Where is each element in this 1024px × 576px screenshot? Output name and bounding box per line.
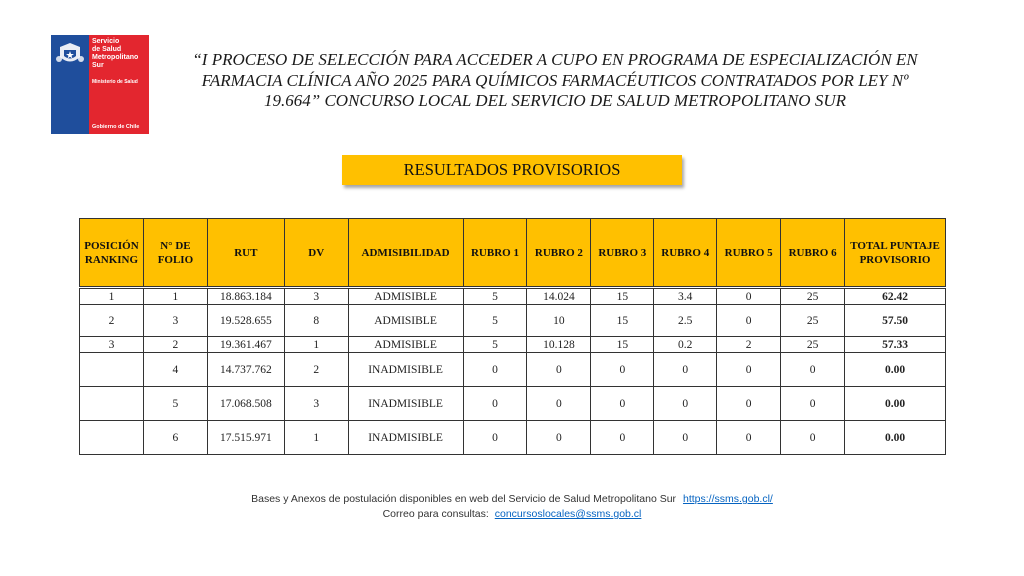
cell-rubro-3: 0 xyxy=(591,387,654,421)
cell-dv: 8 xyxy=(284,305,348,337)
cell-dv: 3 xyxy=(284,387,348,421)
cell-rubro-6: 0 xyxy=(781,387,845,421)
cell-rubro-2: 10 xyxy=(527,305,591,337)
header-position: POSICIÓN RANKING xyxy=(80,219,144,287)
cell-admisibilidad: INADMISIBLE xyxy=(348,421,463,455)
header-rubro-5: RUBRO 5 xyxy=(717,219,781,287)
cell-admisibilidad: ADMISIBLE xyxy=(348,337,463,353)
chile-coat-of-arms-icon xyxy=(54,39,86,69)
header-rubro-1: RUBRO 1 xyxy=(463,219,527,287)
cell-dv: 1 xyxy=(284,337,348,353)
cell-rubro-4: 2.5 xyxy=(654,305,717,337)
table-header-row xyxy=(80,219,946,287)
footer-line-1 xyxy=(130,492,894,507)
cell-position: 3 xyxy=(80,337,144,353)
cell-rubro-2: 0 xyxy=(527,387,591,421)
cell-rubro-3: 0 xyxy=(591,353,654,387)
cell-position xyxy=(80,353,144,387)
header-rubro-6: RUBRO 6 xyxy=(781,219,845,287)
cell-rubro-2: 10.128 xyxy=(527,337,591,353)
cell-position: 1 xyxy=(80,289,144,305)
cell-rubro-2: 0 xyxy=(527,353,591,387)
ssms-website-link[interactable]: https://ssms.gob.cl/ xyxy=(682,493,773,505)
table-row xyxy=(80,421,946,455)
cell-rubro-5: 0 xyxy=(717,387,781,421)
cell-rubro-3: 15 xyxy=(591,305,654,337)
cell-rubro-1: 5 xyxy=(463,305,527,337)
ssms-logo xyxy=(51,35,149,134)
header-total: TOTAL PUNTAJE PROVISORIO xyxy=(845,219,946,287)
cell-folio: 3 xyxy=(143,305,207,337)
cell-rubro-4: 0 xyxy=(654,421,717,455)
cell-total: 0.00 xyxy=(845,421,946,455)
logo-ministry: Ministerio de Salud xyxy=(92,79,138,85)
table-row xyxy=(80,353,946,387)
footer-line-2 xyxy=(130,507,894,522)
header-folio: N° DE FOLIO xyxy=(143,219,207,287)
cell-rut: 17.068.508 xyxy=(207,387,284,421)
cell-rubro-6: 25 xyxy=(781,337,845,353)
cell-rubro-6: 25 xyxy=(781,305,845,337)
footer-bases-text: Bases y Anexos de postulación disponibles en web del Servicio de Salud Metropolitano Sur xyxy=(251,493,677,505)
cell-position xyxy=(80,387,144,421)
cell-admisibilidad: ADMISIBLE xyxy=(348,289,463,305)
cell-rubro-3: 15 xyxy=(591,289,654,305)
cell-folio: 2 xyxy=(143,337,207,353)
cell-rubro-2: 14.024 xyxy=(527,289,591,305)
table-row xyxy=(80,289,946,305)
cell-dv: 3 xyxy=(284,289,348,305)
cell-rubro-5: 0 xyxy=(717,421,781,455)
cell-rut: 17.515.971 xyxy=(207,421,284,455)
cell-total: 57.50 xyxy=(845,305,946,337)
table-row xyxy=(80,337,946,353)
cell-rubro-4: 0 xyxy=(654,353,717,387)
cell-total: 62.42 xyxy=(845,289,946,305)
cell-rubro-6: 0 xyxy=(781,353,845,387)
footer xyxy=(130,492,894,522)
cell-rubro-1: 0 xyxy=(463,421,527,455)
cell-rubro-3: 0 xyxy=(591,421,654,455)
cell-rubro-2: 0 xyxy=(527,421,591,455)
logo-red-band xyxy=(89,35,149,134)
cell-admisibilidad: INADMISIBLE xyxy=(348,353,463,387)
cell-rubro-4: 0 xyxy=(654,387,717,421)
cell-rubro-5: 2 xyxy=(717,337,781,353)
cell-rubro-5: 0 xyxy=(717,353,781,387)
logo-text: Servicio de Salud Metropolitano Sur xyxy=(92,38,139,69)
cell-rubro-5: 0 xyxy=(717,289,781,305)
header-rubro-4: RUBRO 4 xyxy=(654,219,717,287)
cell-dv: 1 xyxy=(284,421,348,455)
table-row xyxy=(80,305,946,337)
header-dv: DV xyxy=(284,219,348,287)
cell-position: 2 xyxy=(80,305,144,337)
cell-folio: 5 xyxy=(143,387,207,421)
footer-contact-text: Correo para consultas: xyxy=(382,508,489,520)
header-rut: RUT xyxy=(207,219,284,287)
contact-email-link[interactable]: concursoslocales@ssms.gob.cl xyxy=(494,508,642,520)
cell-rubro-6: 0 xyxy=(781,421,845,455)
cell-rubro-1: 0 xyxy=(463,387,527,421)
cell-folio: 1 xyxy=(143,289,207,305)
cell-rubro-4: 0.2 xyxy=(654,337,717,353)
cell-folio: 4 xyxy=(143,353,207,387)
header-admisibilidad: ADMISIBILIDAD xyxy=(348,219,463,287)
logo-blue-band xyxy=(51,35,89,134)
page-title: “I PROCESO DE SELECCIÓN PARA ACCEDER A CUPO EN PROGRAMA DE ESPECIALIZACIÓN EN FARMACIA CLÍNICA AÑO 2025 PARA QUÍMICOS FARMACÉUTICOS CONTRATADOS POR LEY Nº 19.664” CONCURSO LOCAL DEL SERVICIO DE SALUD METROPOLITANO SUR xyxy=(192,50,918,110)
cell-total: 57.33 xyxy=(845,337,946,353)
logo-government: Gobierno de Chile xyxy=(92,124,140,130)
cell-rut: 18.863.184 xyxy=(207,289,284,305)
cell-rut: 19.528.655 xyxy=(207,305,284,337)
cell-rubro-1: 5 xyxy=(463,337,527,353)
header-rubro-3: RUBRO 3 xyxy=(591,219,654,287)
cell-rubro-1: 5 xyxy=(463,289,527,305)
cell-rut: 14.737.762 xyxy=(207,353,284,387)
cell-position xyxy=(80,421,144,455)
cell-admisibilidad: ADMISIBLE xyxy=(348,305,463,337)
cell-rubro-5: 0 xyxy=(717,305,781,337)
cell-rubro-4: 3.4 xyxy=(654,289,717,305)
cell-dv: 2 xyxy=(284,353,348,387)
cell-rubro-3: 15 xyxy=(591,337,654,353)
cell-rubro-6: 25 xyxy=(781,289,845,305)
cell-admisibilidad: INADMISIBLE xyxy=(348,387,463,421)
cell-rubro-1: 0 xyxy=(463,353,527,387)
table-row xyxy=(80,387,946,421)
cell-total: 0.00 xyxy=(845,353,946,387)
cell-rut: 19.361.467 xyxy=(207,337,284,353)
cell-folio: 6 xyxy=(143,421,207,455)
header-rubro-2: RUBRO 2 xyxy=(527,219,591,287)
results-table xyxy=(79,218,946,455)
results-banner: RESULTADOS PROVISORIOS xyxy=(342,155,682,185)
cell-total: 0.00 xyxy=(845,387,946,421)
